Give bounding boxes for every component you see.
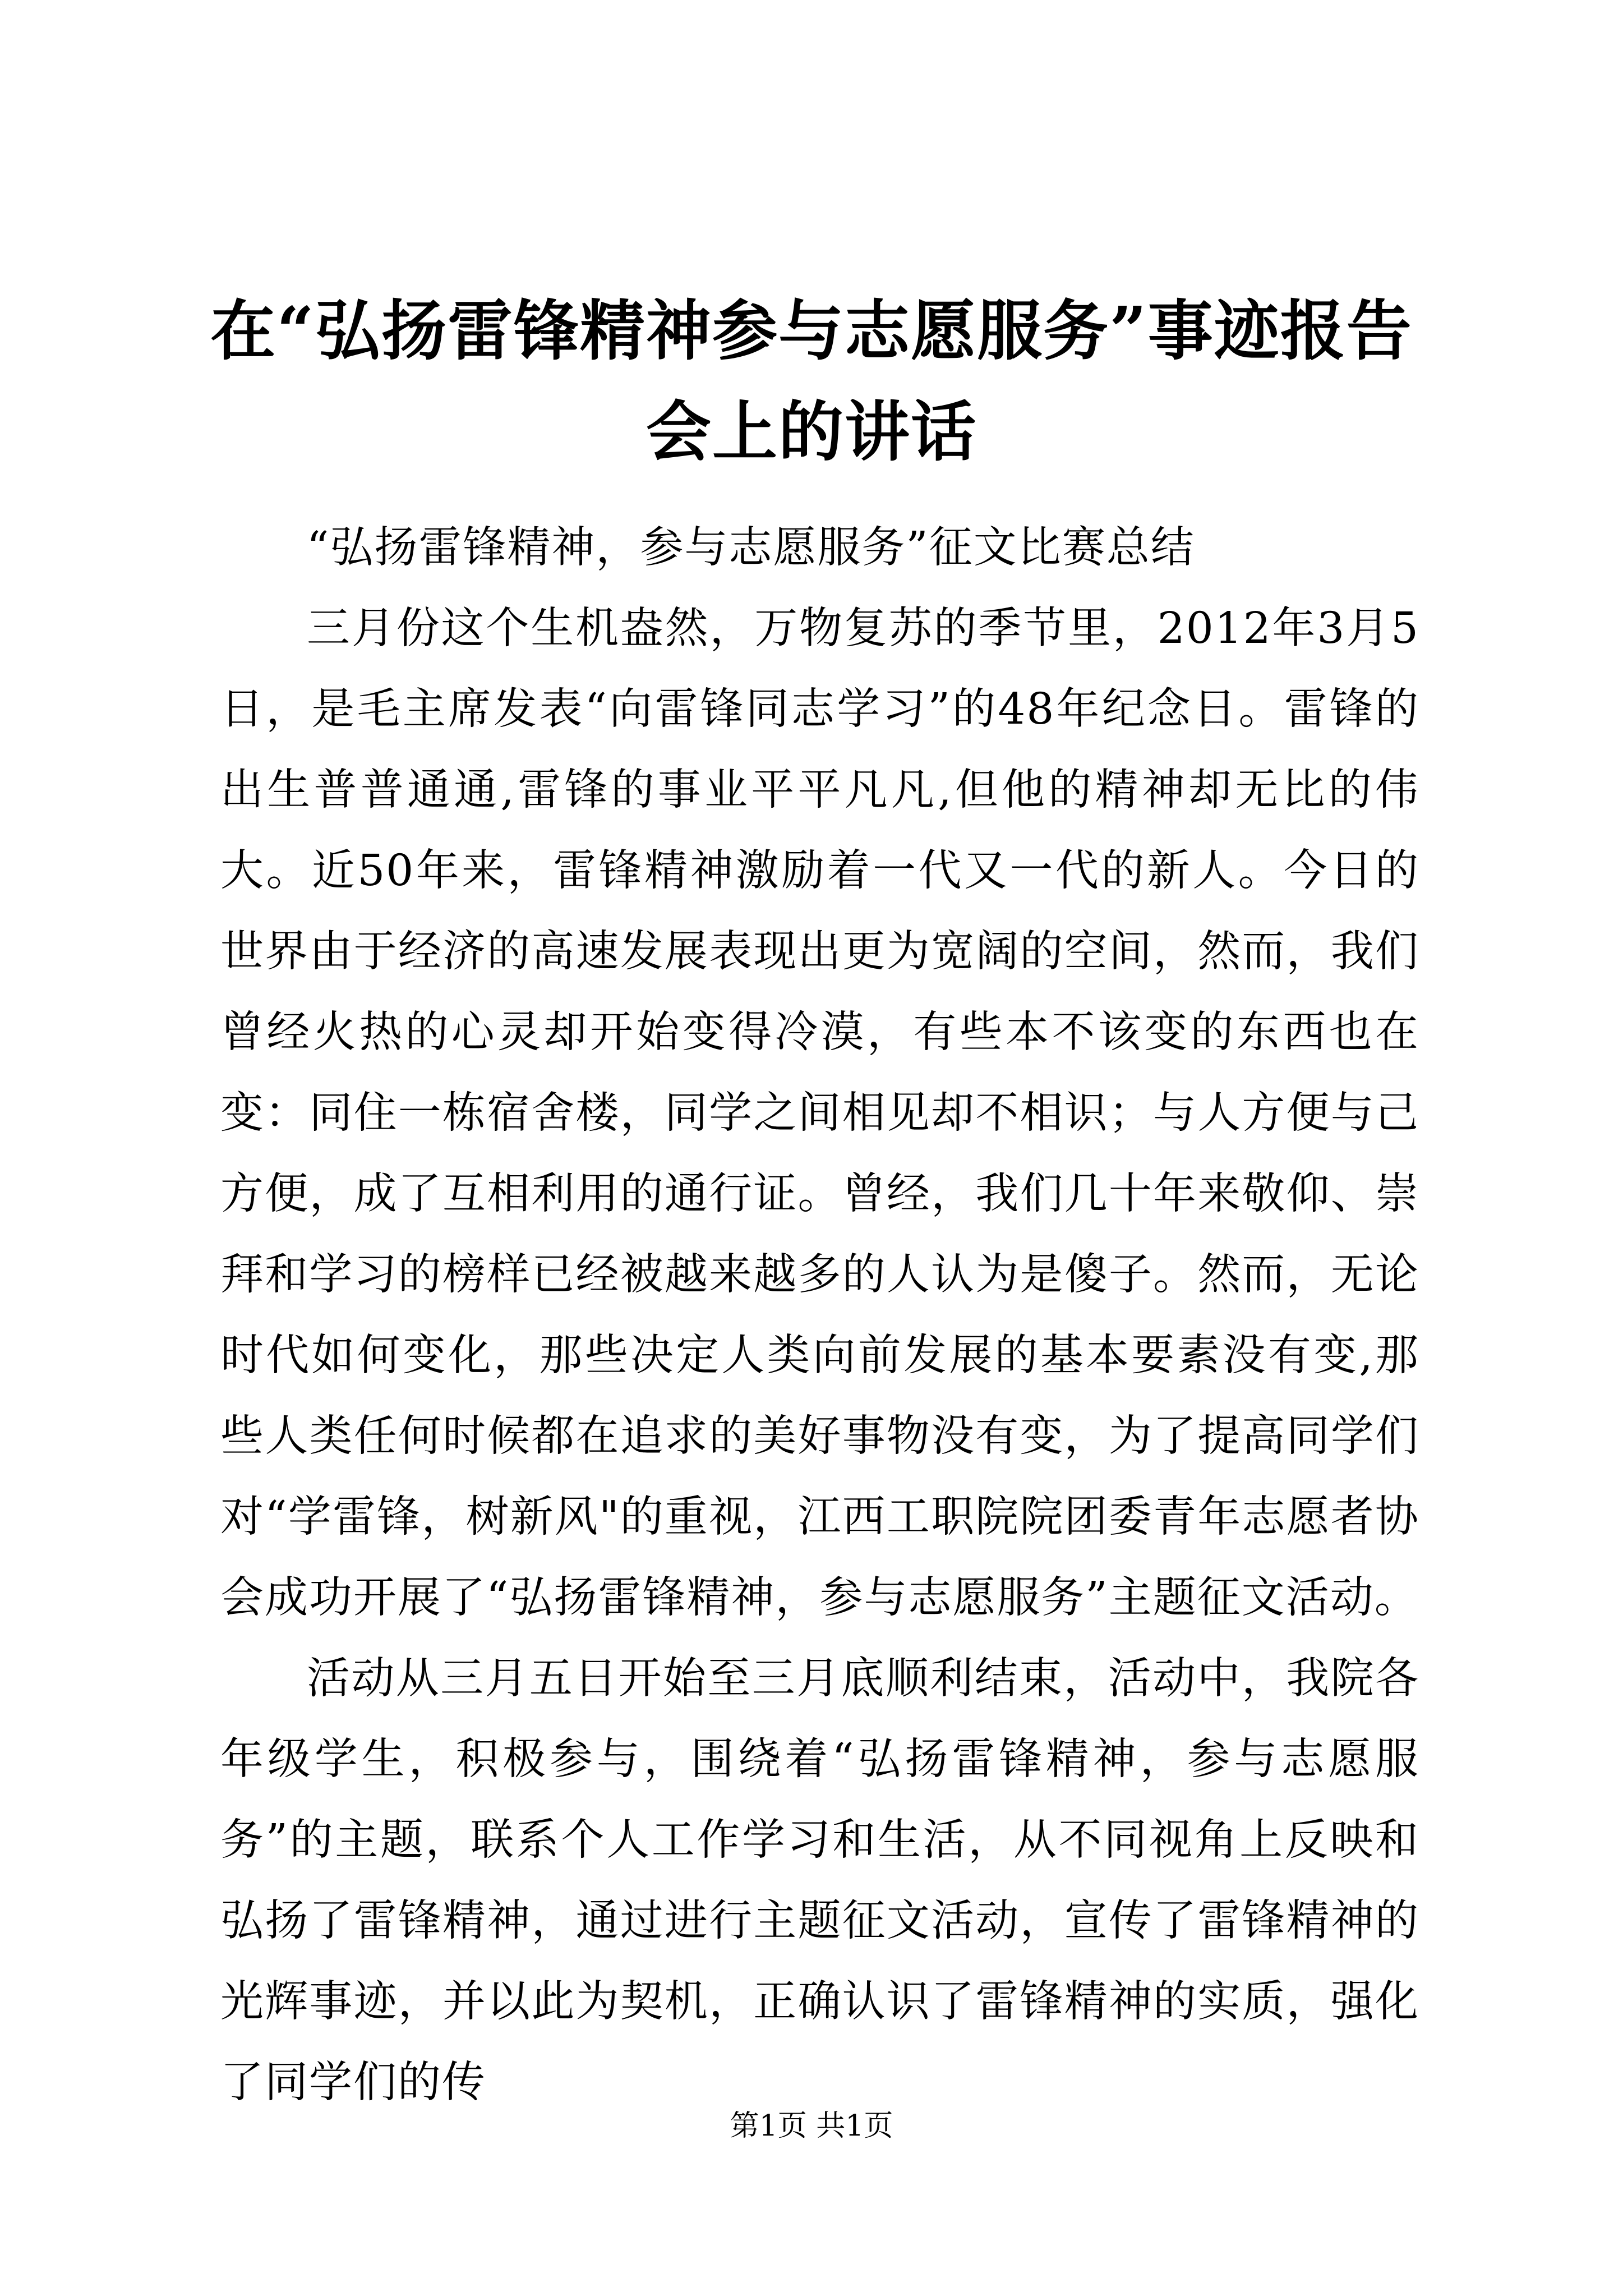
page-footer: 第1页 共1页 (730, 2109, 893, 2143)
document-body (220, 508, 1419, 2123)
body-paragraph: 活动从三月五日开始至三月底顺利结束，活动中，我院各年级学生，积极参与，围绕着“弘扬雷锋精神，参与志愿服务”的主题，联系个人工作学习和生活，从不同视角上反映和弘扬了雷锋精神，通过进行主题征文活动，宣传了雷锋精神的光辉事迹，并以此为契机，正确认识了雷锋精神的实质，强化了同学们的传 (220, 1654, 1419, 2108)
body-paragraph: 三月份这个生机盎然，万物复苏的季节里，2012年3月5日，是毛主席发表“向雷锋同志学习”的48年纪念日。雷锋的出生普普通通,雷锋的事业平平凡凡,但他的精神却无比的伟大。近50年来，雷锋精神激励着一代又一代的新人。今日的世界由于经济的高速发展表现出更为宽阔的空间，然而，我们曾经火热的心灵却开始变得冷漠，有些本不该变的东西也在变：同住一栋宿舍楼，同学之间相见却不相识；与人方便与己方便，成了互相利用的通行证。曾经，我们几十年来敬仰、崇拜和学习的榜样已经被越来越多的人认为是傻子。然而，无论时代如何变化，那些决定人类向前发展的基本要素没有变,那些人类任何时候都在追求的美好事物没有变，为了提高同学们对“学雷锋，树新风"的重视，江西工职院院团委青年志愿者协会成功开展了“弘扬雷锋精神，参与志愿服务”主题征文活动。 (220, 604, 1419, 1623)
document-title: 在“弘扬雷锋精神参与志愿服务”事迹报告会上的讲话 (210, 293, 1413, 470)
subtitle-paragraph: “弘扬雷锋精神，参与志愿服务”征文比赛总结 (307, 523, 1195, 573)
